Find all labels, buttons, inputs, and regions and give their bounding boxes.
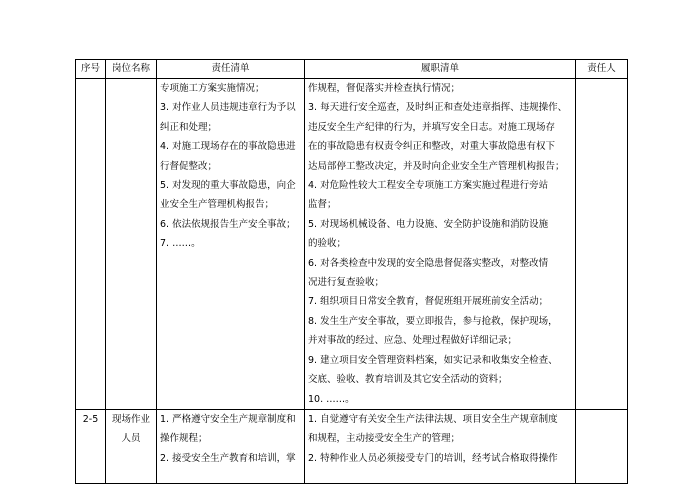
perform-line: 7. 组织项目日常安全教育，督促班组开展班前安全活动； <box>308 296 549 308</box>
header-person: 责任人 <box>576 60 628 79</box>
duty-cell <box>157 409 305 483</box>
seq-cell <box>76 79 106 410</box>
duty-line: 7. ……。 <box>160 238 201 250</box>
perform-line: 违反安全生产纪律的行为，并填写安全日志。对施工现场存 <box>308 121 556 133</box>
duty-line: 操作规程； <box>160 433 208 445</box>
perform-line: 4. 对危险性较大工程安全专项施工方案实施过程进行旁站 <box>308 180 549 192</box>
perform-line: 3. 每天进行安全巡查，及时纠正和查处违章指挥、违规操作、 <box>308 102 568 114</box>
table-row <box>76 409 628 483</box>
duty-line: 纠正和处理； <box>160 121 218 133</box>
duty-line: 行督促整改； <box>160 160 218 172</box>
table-row <box>76 79 628 410</box>
duty-line: 3. 对作业人员违规违章行为予以 <box>160 102 296 114</box>
perform-line: 监督； <box>308 199 337 211</box>
perform-line: 并对事故的经过、应急、处理过程做好详细记录； <box>308 335 518 347</box>
perform-line: 10. ……。 <box>308 393 355 405</box>
table-header-row <box>76 60 628 79</box>
post-cell <box>106 79 157 410</box>
perform-line: 8. 发生生产安全事故，要立即报告，参与抢救，保护现场， <box>308 315 558 327</box>
person-cell <box>576 79 628 410</box>
duty-line: 2. 接受安全生产教育和培训，掌 <box>160 452 296 464</box>
responsibility-table <box>75 59 628 484</box>
duty-line: 业安全生产管理机构报告； <box>160 199 275 211</box>
header-post: 岗位名称 <box>106 60 157 79</box>
perform-line: 和规程，主动接受安全生产的管理； <box>308 433 461 445</box>
perform-cell <box>305 79 576 410</box>
duty-line: 1. 严格遵守安全生产规章制度和 <box>160 413 296 425</box>
perform-line: 6. 对各类检查中发现的安全隐患督促落实整改，对整改情 <box>308 257 549 269</box>
header-duty: 责任清单 <box>157 60 305 79</box>
perform-line: 况进行复查验收； <box>308 277 385 289</box>
duty-line: 4. 对施工现场存在的事故隐患进 <box>160 141 296 153</box>
perform-line: 2. 特种作业人员必须接受专门的培训，经考试合格取得操作 <box>308 452 558 464</box>
perform-line: 的验收； <box>308 238 347 250</box>
seq-cell: 2-5 <box>76 409 106 483</box>
header-seq: 序号 <box>76 60 106 79</box>
perform-line: 1. 自觉遵守有关安全生产法律法规、项目安全生产规章制度 <box>308 413 558 425</box>
duty-line: 专项施工方案实施情况； <box>160 83 265 94</box>
header-perform: 履职清单 <box>305 60 576 79</box>
perform-line: 交底、验收、教育培训及其它安全活动的资料； <box>308 374 508 386</box>
post-cell: 现场作业人员 <box>106 409 157 483</box>
person-cell <box>576 409 628 483</box>
perform-line: 5. 对现场机械设备、电力设施、安全防护设施和消防设施 <box>308 218 549 230</box>
perform-line: 达局部停工整改决定，并及时向企业安全生产管理机构报告； <box>308 160 565 172</box>
perform-line: 在的事故隐患有权责令纠正和整改，对重大事故隐患有权下 <box>308 141 556 153</box>
duty-line: 5. 对发现的重大事故隐患，向企 <box>160 180 296 192</box>
perform-line: 9. 建立项目安全管理资料档案，如实记录和收集安全检查、 <box>308 354 558 366</box>
duty-line: 6. 依法依规报告生产安全事故； <box>160 218 296 230</box>
perform-cell <box>305 409 576 483</box>
duty-cell <box>157 79 305 410</box>
perform-line: 作规程，督促落实并检查执行情况； <box>308 83 461 94</box>
